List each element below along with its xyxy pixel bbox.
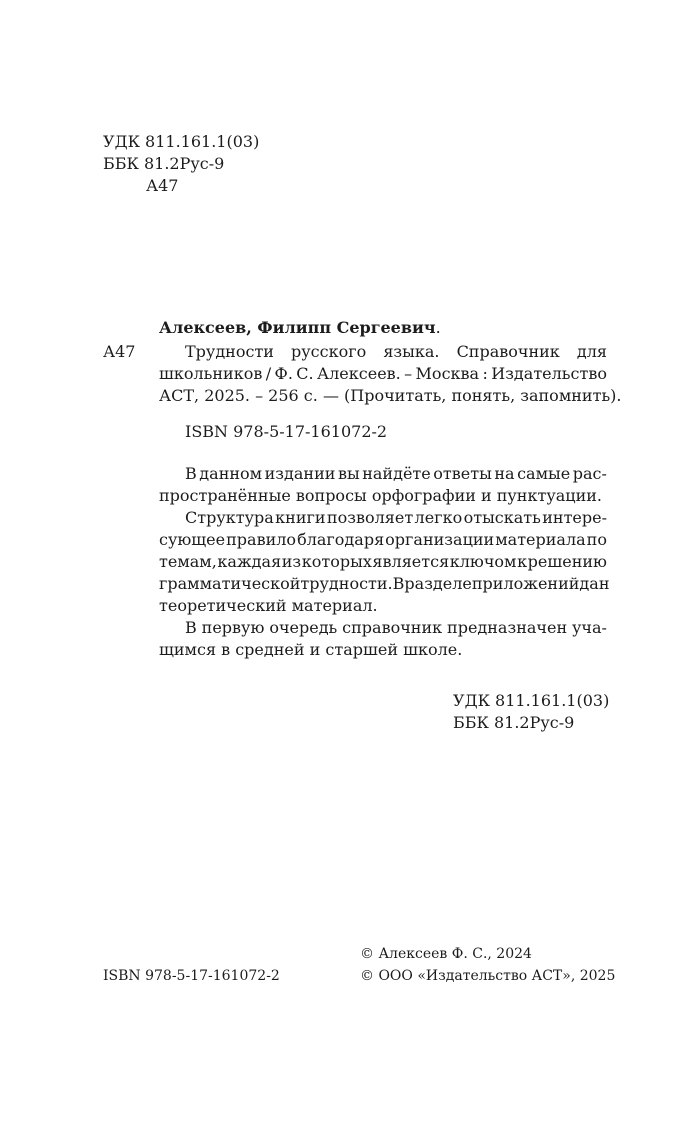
word: организации [385,530,495,549]
word: Москва [415,364,480,383]
word: благодаря [297,530,385,549]
word: В [185,618,197,637]
isbn-imprint: ISBN 978-5-17-161072-2 [103,968,280,984]
word: справочник [342,618,443,637]
word: – [404,364,413,383]
catalog-author [159,317,441,339]
word: позволяет [326,508,414,527]
word: Издательство [491,364,607,383]
word: Ф. [274,364,293,383]
word: очередь [269,618,338,637]
word: решению [527,552,607,571]
word: книги [275,508,326,527]
word: данном [199,464,263,483]
annotation-line [159,617,607,639]
word: русского [291,342,367,361]
word: материала [495,530,586,549]
word: Алексеев. [317,364,401,383]
word: В [185,464,197,483]
word: Трудности [185,342,274,361]
author-sign-entry: А47 [103,342,136,361]
author-period: . [435,318,441,337]
word: / [265,364,272,383]
annotation-line [159,485,607,507]
description-line [159,341,607,363]
word: интере- [542,508,607,527]
word: С. [296,364,314,383]
word: отыскать [463,508,541,527]
word: легко [414,508,463,527]
word: приложений [471,574,580,593]
word: из [281,552,302,571]
word: щимся в средней и старшей школе. [159,640,463,659]
word: на [494,464,515,483]
word: правило [226,530,297,549]
word: трудности. [300,574,393,593]
description-line [159,363,607,385]
word: ответы [433,464,492,483]
word: предназначен [447,618,568,637]
author-sign-top: А47 [146,176,179,195]
udk-code-top: УДК 811.161.1(03) [103,132,260,151]
word: первую [201,618,265,637]
word: является [372,552,450,571]
bbk-code-top: ББК 81.2Рус-9 [103,154,225,173]
word: Справочник [456,342,560,361]
udk-code-right: УДК 811.161.1(03) [453,691,610,710]
word: грамматической [159,574,301,593]
word: : [482,364,488,383]
annotation-line [159,529,607,551]
annotation-line [159,463,607,485]
word: для [576,342,607,361]
word: издании [264,464,336,483]
annotation-line [159,507,607,529]
word: ключом [449,552,517,571]
word: школьников [159,364,263,383]
author-name: Алексеев, Филипп Сергеевич [159,318,436,337]
word: теоретический материал. [159,596,378,615]
annotation-line [159,595,607,617]
word: Структура [185,508,274,527]
annotation-line [159,639,607,661]
word: каждая [217,552,282,571]
copyright-publisher: © ООО «Издательство АСТ», 2025 [360,968,616,984]
annotation-line [159,551,607,573]
word: найдёте [362,464,431,483]
word: разделе [404,574,472,593]
bbk-code-right: ББК 81.2Рус-9 [453,713,575,732]
word: В [392,574,405,593]
isbn-entry: ISBN 978-5-17-161072-2 [185,422,388,441]
word: языка. [383,342,440,361]
annotation-line [159,573,610,595]
word: темам, [159,552,217,571]
word: по [586,530,607,549]
word: к [517,552,528,571]
catalog-description [159,341,622,407]
word: самые [517,464,571,483]
word: рас- [572,464,607,483]
word: сующее [159,530,226,549]
word: АСТ, 2025. – 256 с. — (Прочитать, понять, запомнить). [159,386,622,405]
word: дан [579,574,610,593]
description-line [159,385,622,407]
word: уча- [572,618,607,637]
copyright-author: © Алексеев Ф. С., 2024 [360,946,532,962]
word: вы [337,464,360,483]
word: которых [301,552,372,571]
word: пространённые вопросы орфографии и пунктуации. [159,486,602,505]
annotation [159,463,610,661]
